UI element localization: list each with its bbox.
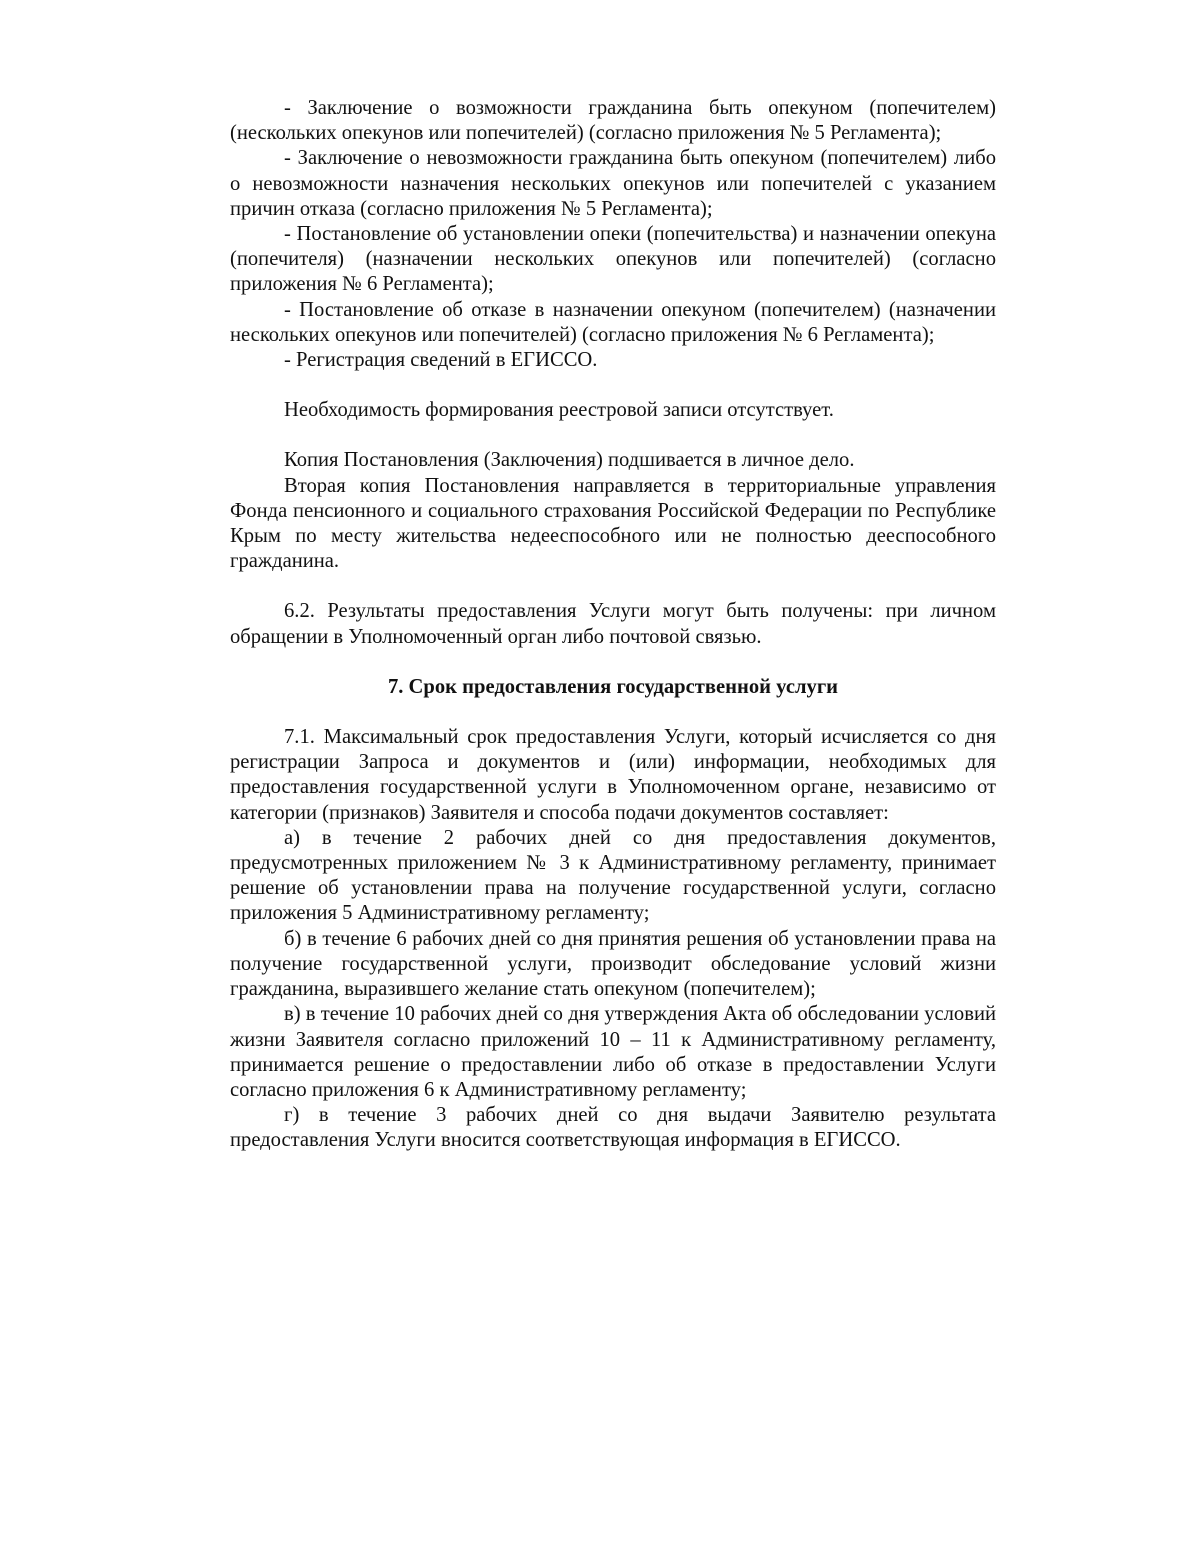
paragraph-registry-note: Необходимость формирования реестровой записи отсутствует.: [284, 399, 834, 422]
paragraph-item-v: в) в течение 10 рабочих дней со дня утверждения Акта об обследовании условий жизни Заявителя согласно приложений 10 – 11 к Административному регламенту, принимается решение о предоставлении либо об отказе в предоставлении Услуги согласно приложения 6 к Административному регламенту;: [230, 1003, 996, 1101]
paragraph-copy-note: Копия Постановления (Заключения) подшивается в личное дело.: [284, 449, 855, 472]
paragraph-resolution-establish: - Постановление об установлении опеки (попечительства) и назначении опекуна (попечителя) (назначении нескольких опекунов или попечителей) (согласно приложения № 6 Регламента);: [230, 223, 996, 296]
paragraph-conclusion-impossible: - Заключение о невозможности гражданина быть опекуном (попечителем) либо о невозможности назначения нескольких опекунов или попечителей с указанием причин отказа (согласно приложения № 5 Регламента);: [230, 147, 996, 220]
section-7-title: 7. Срок предоставления государственной услуги: [387, 675, 839, 698]
paragraph-conclusion-possible: - Заключение о возможности гражданина быть опекуном (попечителем) (нескольких опекунов или попечителей) (согласно приложения № 5 Регламента);: [230, 97, 996, 145]
paragraph-item-a: а) в течение 2 рабочих дней со дня предоставления документов, предусмотренных приложением № 3 к Административному регламенту, принимает решение об установлении права на получение государственной услуги, согласно приложения 5 Административному регламенту;: [230, 826, 996, 925]
paragraph-resolution-refusal: - Постановление об отказе в назначении опекуном (попечителем) (назначении нескольких опекунов или попечителей) (согласно приложения № 6 Регламента);: [230, 298, 996, 346]
document-body: [230, 96, 996, 1154]
paragraph-item-g: г) в течение 3 рабочих дней со дня выдачи Заявителю результата предоставления Услуги вносится соответствующая информация в ЕГИССО.: [230, 1104, 996, 1152]
paragraph-item-7-1: 7.1. Максимальный срок предоставления Услуги, который исчисляется со дня регистрации Запроса и документов и (или) информации, необходимых для предоставления государственной услуги в Уполномоченном органе, независимо от категории (признаков) Заявителя и способа подачи документов составляет:: [230, 726, 996, 824]
paragraph-item-6-2: 6.2. Результаты предоставления Услуги могут быть получены: при личном обращении в Уполномоченный орган либо почтовой связью.: [230, 600, 996, 648]
paragraph-second-copy-note: Вторая копия Постановления направляется в территориальные управления Фонда пенсионного и социального страхования Российской Федерации по Республике Крым по месту жительства недееспособного или не полностью дееспособного гражданина.: [230, 474, 996, 573]
paragraph-egisso-registration: - Регистрация сведений в ЕГИССО.: [284, 349, 598, 372]
paragraph-item-b: б) в течение 6 рабочих дней со дня принятия решения об установлении права на получение государственной услуги, производит обследование условий жизни гражданина, выразившего желание стать опекуном (попечителем);: [230, 927, 996, 1001]
